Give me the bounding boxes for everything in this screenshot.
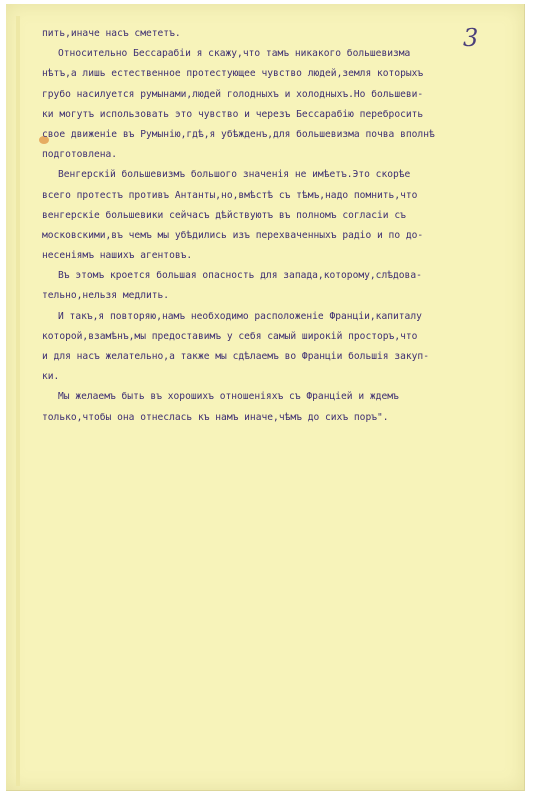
typed-text-block [42, 24, 512, 428]
paper-fold [16, 16, 20, 786]
text-line: Въ этомъ кроется большая опасность для запада,которому,слѣдова- [58, 270, 422, 282]
text-line: московскими,въ чемъ мы убѣдились изъ перехваченныхъ радiо и по до- [42, 229, 424, 241]
text-line: венгерскiе большевики сейчасъ дѣйствуютъ въ полномъ согласiи съ [42, 209, 406, 221]
text-line: Венгерскiй большевизмъ большого значенiя не имѣетъ.Это скорѣе [58, 169, 411, 181]
text-line: и для насъ желательно,а также мы сдѣлаемъ во Францiи большiя закуп- [42, 351, 429, 362]
text-line: Относительно Бессарабiи я скажу,что тамъ никакого большевизма [58, 48, 411, 60]
text-line: свое движенiе въ Румынiю,гдѣ,я убѣжденъ,для большевизма почва вполнѣ [42, 128, 435, 140]
text-line: И такъ,я повторяю,намъ необходимо расположенiе Францiи,капиталу [58, 310, 422, 322]
text-line: тельно,нельзя медлить. [42, 290, 170, 302]
text-line: которой,взамѣнъ,мы предоставимъ у себя самый широкiй просторъ,что [42, 330, 418, 342]
text-line: только,чтобы она отнеслась къ намъ иначе,чѣмъ до сихъ поръ". [42, 411, 389, 423]
text-line: несенiямъ нашихъ агентовъ. [42, 250, 193, 262]
page-number: 3 [463, 24, 479, 52]
text-line: всего протестъ противъ Антанты,но,вмѣстѣ съ тѣмъ,надо помнить,что [42, 189, 418, 201]
text-line: Мы желаемъ быть въ хорошихъ отношенiяхъ съ Францiей и ждемъ [58, 391, 399, 403]
text-line: нѣтъ,а лишь естественное протестующее чувство людей,земля которыхъ [42, 68, 424, 80]
text-line: ки могутъ использовать это чувство и черезъ Бессарабiю перебросить [42, 108, 424, 120]
text-line: ки. [42, 371, 60, 383]
text-line: грубо насилуется румынами,людей голодныхъ и холодныхъ.Но большеви- [42, 88, 424, 100]
text-line: подготовлена. [42, 149, 118, 161]
text-line: пить,иначе насъ смететъ. [42, 28, 181, 39]
